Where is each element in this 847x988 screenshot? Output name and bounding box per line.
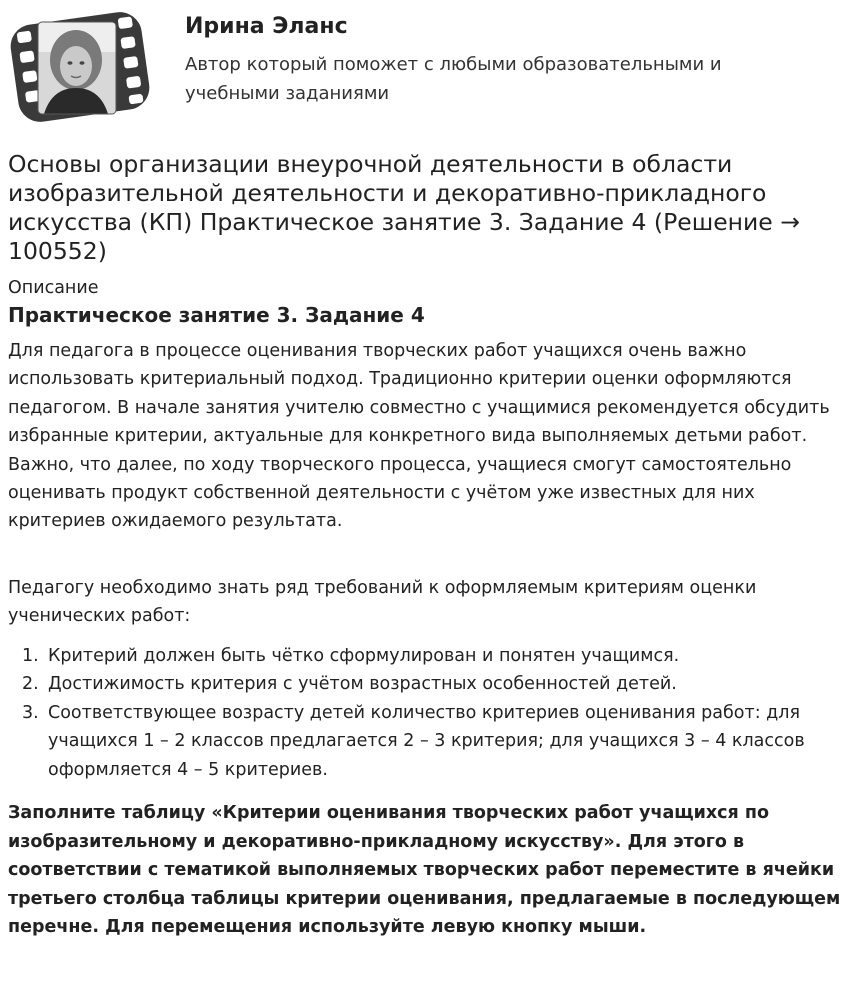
list-item-text: Достижимость критерия с учётом возрастных особенностей детей. bbox=[48, 674, 677, 695]
task-instructions: Заполните таблицу «Критерии оценивания творческих работ учащихся по изобразительному и декоративно-прикладному искусству». Для этого в соответствии с тематикой выполняемых творческих работ переместите в ячейки третьего столбца таблицы критерии оценивания, предлагаемые в последующем перечне. Для перемещения используйте левую кнопку мыши. bbox=[8, 803, 841, 938]
list-item-text: Соответствующее возрасту детей количество критериев оценивания работ: для учащихся 1 – 2 классов предлагается 2 – 3 критерия; для учащихся 3 – 4 классов оформляется 4 – 5 критериев. bbox=[48, 702, 805, 780]
list-item-number: 3. bbox=[22, 702, 39, 723]
list-item-number: 1. bbox=[22, 646, 39, 666]
list-item bbox=[8, 642, 836, 670]
list-item bbox=[8, 670, 836, 698]
page-title: Основы организации внеурочной деятельности в области изобразительной деятельности и декоративно-прикладного искусства (КП) Практическое занятие 3. Задание 4 (Решение → 100552) bbox=[8, 150, 800, 265]
requirements-intro-paragraph: Педагогу необходимо знать ряд требований к оформляемым критериям оценки ученических работ: bbox=[8, 578, 757, 627]
section-heading: Практическое занятие 3. Задание 4 bbox=[8, 303, 425, 327]
author-avatar[interactable] bbox=[8, 8, 153, 126]
author-description: Автор который поможет с любыми образовательными и учебными заданиями bbox=[185, 54, 722, 104]
author-header bbox=[8, 8, 838, 128]
list-item-text: Критерий должен быть чётко сформулирован и понятен учащимся. bbox=[48, 646, 680, 666]
author-name[interactable]: Ирина Эланс bbox=[185, 14, 348, 39]
requirements-list bbox=[8, 642, 836, 784]
list-item bbox=[8, 699, 836, 784]
list-item-number: 2. bbox=[22, 674, 39, 695]
description-label: Описание bbox=[8, 278, 99, 298]
intro-paragraph: Для педагога в процессе оценивания творческих работ учащихся очень важно использовать критериальный подход. Традиционно критерии оценки оформляются педагогом. В начале занятия учителю совместно с учащимися рекомендуется обсудить избранные критерии, актуальные для конкретного вида выполняемых детьми работ. Важно, что далее, по ходу творческого процесса, учащиеся смогут самостоятельно оценивать продукт собственной деятельности с учётом уже известных для них критериев ожидаемого результата. bbox=[8, 341, 830, 532]
